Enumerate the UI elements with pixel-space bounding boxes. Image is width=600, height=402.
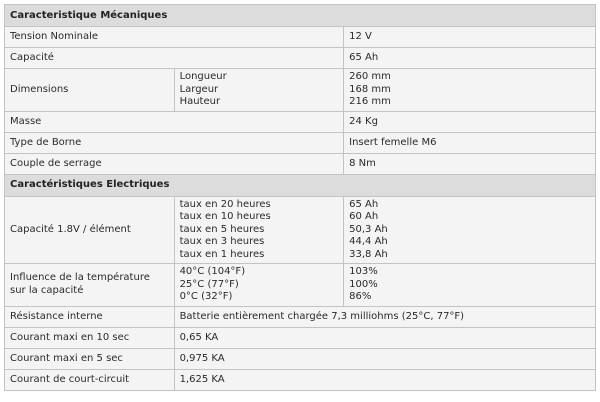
rate-name: taux en 5 heures xyxy=(179,223,265,235)
dimension-name: Hauteur xyxy=(179,96,221,107)
row-value: 24 Kg xyxy=(344,111,596,132)
table-row xyxy=(5,132,596,153)
rate-value: 33,8 Ah xyxy=(349,248,388,260)
row-value: 0,65 KA xyxy=(174,327,595,348)
dimension-value: 216 mm xyxy=(349,96,391,107)
rate-values xyxy=(344,196,596,264)
row-label: Tension Nominale xyxy=(5,27,344,48)
row-label: Résistance interne xyxy=(5,306,175,327)
row-label: Courant de court-circuit xyxy=(5,369,175,390)
table-row xyxy=(5,48,596,69)
table-row xyxy=(5,27,596,48)
section-header-mechanical xyxy=(5,5,596,27)
temperature-value: 103% xyxy=(349,266,378,277)
dimension-values xyxy=(344,69,596,112)
rate-value: 50,3 Ah xyxy=(349,223,388,235)
row-value: 1,625 KA xyxy=(174,369,595,390)
dimension-name: Longueur xyxy=(179,71,227,82)
row-label: Dimensions xyxy=(5,69,175,112)
row-label: Capacité xyxy=(5,48,344,69)
table-row-capacity-rates xyxy=(5,196,596,264)
rate-name: taux en 1 heures xyxy=(179,248,265,260)
row-label: Courant maxi en 10 sec xyxy=(5,327,175,348)
row-value: Batterie entièrement chargée 7,3 milliohms (25°C, 77°F) xyxy=(174,306,595,327)
dimension-name: Largeur xyxy=(179,83,219,95)
table-row xyxy=(5,327,596,348)
table-row xyxy=(5,348,596,369)
section-title: Caracteristique Mécaniques xyxy=(5,5,596,27)
temperature-values xyxy=(344,264,596,307)
row-label: Capacité 1.8V / élément xyxy=(5,196,175,264)
rate-names xyxy=(174,196,344,264)
row-value: 0,975 KA xyxy=(174,348,595,369)
temperature-value: 86% xyxy=(349,291,372,302)
rate-name: taux en 10 heures xyxy=(179,211,271,222)
rate-value: 60 Ah xyxy=(349,211,379,222)
table-row xyxy=(5,153,596,174)
table-row-dimensions xyxy=(5,69,596,112)
battery-spec-table xyxy=(4,4,596,391)
table-row-temperature xyxy=(5,264,596,307)
temperature-name: 25°C (77°F) xyxy=(179,278,239,290)
row-label: Couple de serrage xyxy=(5,153,344,174)
row-label-line: sur la capacité xyxy=(10,284,84,296)
row-value: 12 V xyxy=(344,27,596,48)
temperature-name: 40°C (104°F) xyxy=(179,266,246,277)
temperature-value: 100% xyxy=(349,278,378,290)
table-row xyxy=(5,306,596,327)
row-label: Masse xyxy=(5,111,344,132)
section-title: Caractéristiques Electriques xyxy=(5,174,596,196)
table-row xyxy=(5,111,596,132)
dimension-value: 260 mm xyxy=(349,71,391,82)
row-label xyxy=(5,264,175,307)
dimension-value: 168 mm xyxy=(349,83,391,95)
rate-value: 65 Ah xyxy=(349,198,379,210)
temperature-name: 0°C (32°F) xyxy=(179,291,233,302)
section-header-electrical xyxy=(5,174,596,196)
temperature-names xyxy=(174,264,344,307)
row-value: 65 Ah xyxy=(344,48,596,69)
rate-name: taux en 20 heures xyxy=(179,198,271,210)
rate-name: taux en 3 heures xyxy=(179,236,265,247)
row-label: Courant maxi en 5 sec xyxy=(5,348,175,369)
row-label-line: Influence de la température xyxy=(10,272,150,284)
row-value: Insert femelle M6 xyxy=(344,132,596,153)
table-row xyxy=(5,369,596,390)
row-label: Type de Borne xyxy=(5,132,344,153)
dimension-names xyxy=(174,69,344,112)
row-value: 8 Nm xyxy=(344,153,596,174)
rate-value: 44,4 Ah xyxy=(349,236,388,247)
